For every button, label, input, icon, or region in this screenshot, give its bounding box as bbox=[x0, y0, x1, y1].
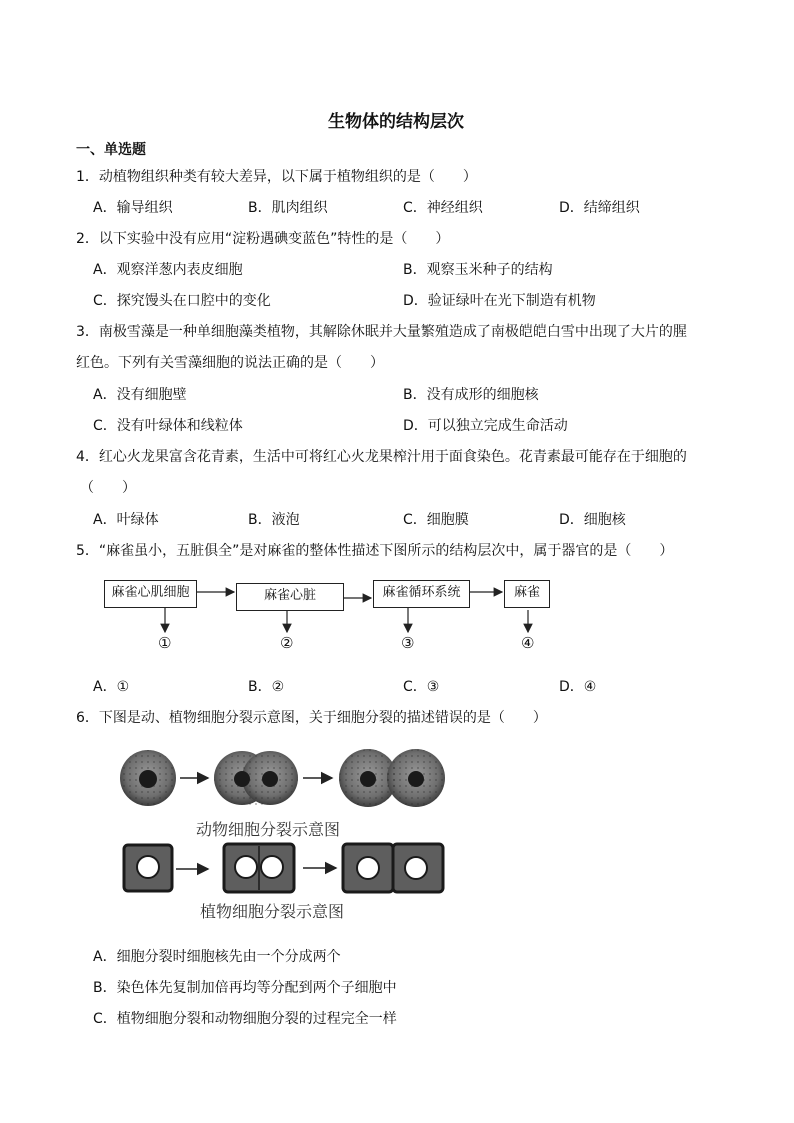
q4-option-c[interactable]: C．细胞膜 bbox=[403, 512, 469, 528]
q2-option-d[interactable]: D．验证绿叶在光下制造有机物 bbox=[403, 293, 596, 309]
question-4-stem-line2: （ ） bbox=[80, 480, 136, 496]
animal-cell-1 bbox=[120, 750, 176, 806]
diagram-marker-2: ② bbox=[280, 634, 294, 652]
q3-option-c[interactable]: C．没有叶绿体和线粒体 bbox=[93, 418, 243, 434]
question-3-stem-line2: 红色。下列有关雪藻细胞的说法正确的是（ ） bbox=[76, 355, 384, 371]
q5-option-a[interactable]: A．① bbox=[93, 679, 130, 695]
diagram-marker-4: ④ bbox=[521, 634, 535, 652]
question-4-stem-line1: 4．红心火龙果富含花青素，生活中可将红心火龙果榨汁用于面食染色。花青素最可能存在于细胞的 bbox=[76, 449, 687, 465]
section-heading: 一、单选题 bbox=[76, 142, 146, 158]
question-3-stem-line1: 3．南极雪藻是一种单细胞藻类植物，其解除休眠并大量繁殖造成了南极皑皑白雪中出现了大片的腥 bbox=[76, 324, 687, 340]
question-1-stem: 1．动植物组织种类有较大差异，以下属于植物组织的是（ ） bbox=[76, 169, 477, 185]
q3-option-b[interactable]: B．没有成形的细胞核 bbox=[403, 387, 539, 403]
q1-option-a[interactable]: A．输导组织 bbox=[93, 200, 173, 216]
q2-option-a[interactable]: A．观察洋葱内表皮细胞 bbox=[93, 262, 243, 278]
q1-option-c[interactable]: C．神经组织 bbox=[403, 200, 483, 216]
q3-option-a[interactable]: A．没有细胞壁 bbox=[93, 387, 187, 403]
q1-option-d[interactable]: D．结缔组织 bbox=[559, 200, 640, 216]
q6-option-b[interactable]: B．染色体先复制加倍再均等分配到两个子细胞中 bbox=[93, 980, 397, 996]
animal-division-caption: 动物细胞分裂示意图 bbox=[196, 820, 341, 839]
plant-division-caption: 植物细胞分裂示意图 bbox=[200, 902, 345, 921]
diagram-box-circulatory-system: 麻雀循环系统 bbox=[373, 580, 470, 608]
question-6-stem: 6．下图是动、植物细胞分裂示意图，关于细胞分裂的描述错误的是（ ） bbox=[76, 710, 547, 726]
q2-option-c[interactable]: C．探究馒头在口腔中的变化 bbox=[93, 293, 271, 309]
q6-option-c[interactable]: C．植物细胞分裂和动物细胞分裂的过程完全一样 bbox=[93, 1011, 397, 1027]
q5-option-d[interactable]: D．④ bbox=[559, 679, 597, 695]
question-5-stem: 5．“麻雀虽小，五脏俱全”是对麻雀的整体性描述下图所示的结构层次中，属于器官的是（ ） bbox=[76, 543, 674, 559]
animal-cell-2 bbox=[214, 751, 298, 805]
diagram-box-cell: 麻雀心肌细胞 bbox=[104, 580, 197, 608]
diagram-box-heart: 麻雀心脏 bbox=[236, 583, 344, 611]
q5-option-b[interactable]: B．② bbox=[248, 679, 285, 695]
page-title: 生物体的结构层次 bbox=[328, 112, 464, 132]
diagram-marker-3: ③ bbox=[401, 634, 415, 652]
plant-cell-3 bbox=[343, 844, 443, 892]
diagram-box-sparrow: 麻雀 bbox=[504, 580, 550, 608]
q4-option-d[interactable]: D．细胞核 bbox=[559, 512, 626, 528]
q4-option-a[interactable]: A．叶绿体 bbox=[93, 512, 159, 528]
plant-cell-1 bbox=[124, 845, 172, 891]
diagram-marker-1: ① bbox=[158, 634, 172, 652]
q2-option-b[interactable]: B．观察玉米种子的结构 bbox=[403, 262, 553, 278]
question-2-stem: 2．以下实验中没有应用“淀粉遇碘变蓝色”特性的是（ ） bbox=[76, 231, 450, 247]
q1-option-b[interactable]: B．肌肉组织 bbox=[248, 200, 328, 216]
animal-cell-3 bbox=[339, 749, 445, 807]
plant-cell-2 bbox=[224, 844, 294, 892]
q5-option-c[interactable]: C．③ bbox=[403, 679, 440, 695]
q4-option-b[interactable]: B．液泡 bbox=[248, 512, 300, 528]
q3-option-d[interactable]: D．可以独立完成生命活动 bbox=[403, 418, 568, 434]
q6-option-a[interactable]: A．细胞分裂时细胞核先由一个分成两个 bbox=[93, 949, 341, 965]
